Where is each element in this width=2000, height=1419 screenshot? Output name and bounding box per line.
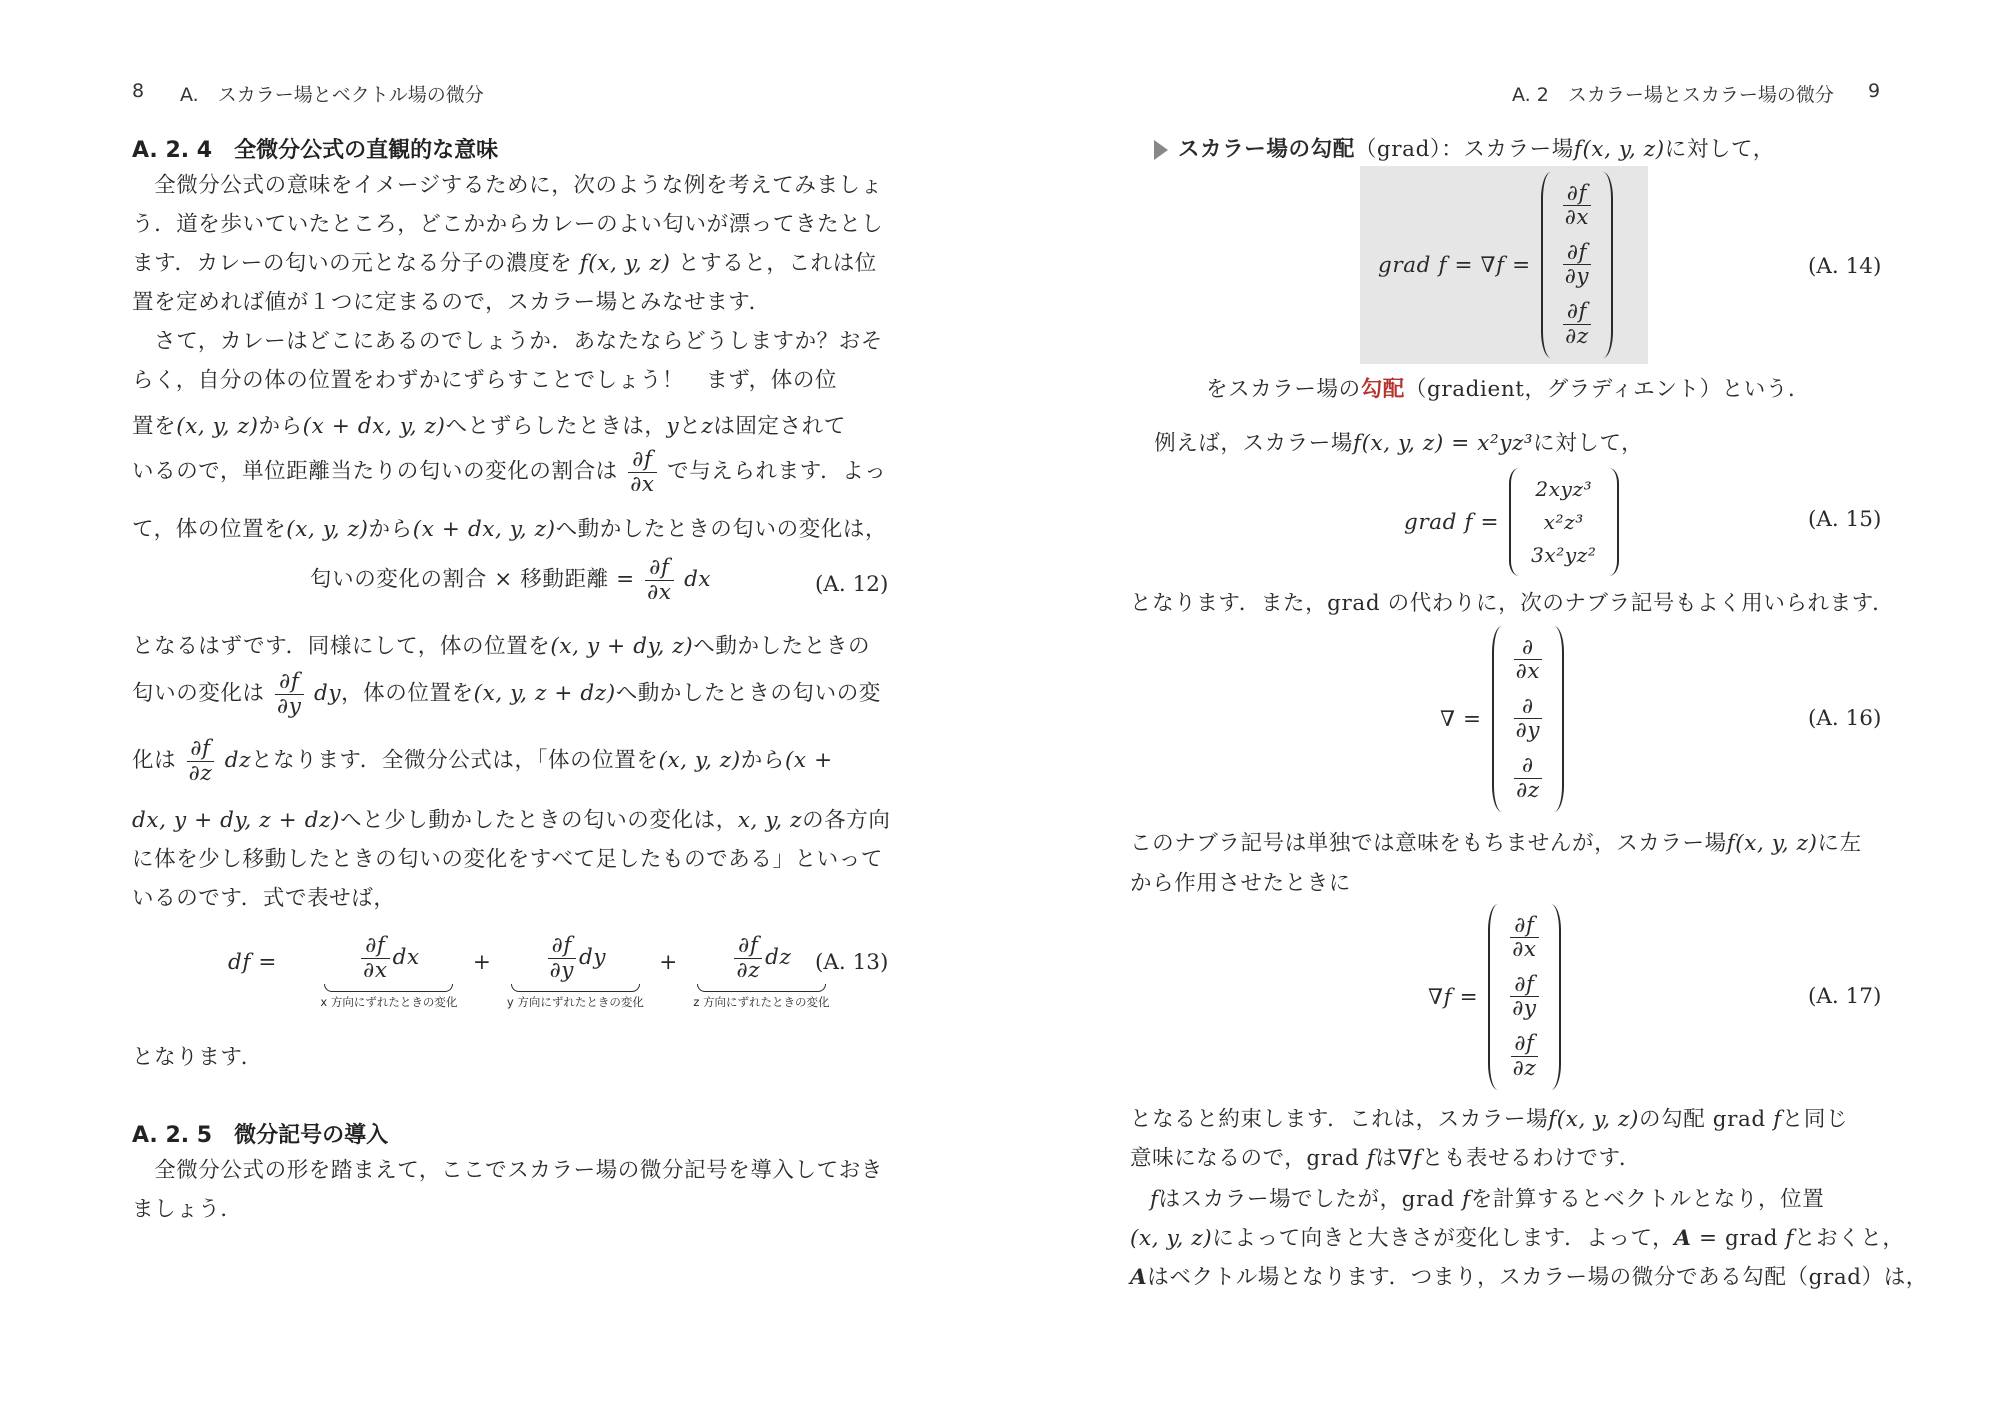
- underbrace-x-term: $\frac{\partial f}{\partial x}$ dx x 方向にずれたときの変化: [320, 933, 458, 1010]
- gradient-definition-line: スカラー場の勾配（grad）：スカラー場f(x, y, z)に対して，: [1154, 132, 1775, 163]
- fraction-df-dx: $\frac{\partial f}{\partial x}$: [630, 447, 655, 497]
- text-after-a13: となります．: [132, 1045, 263, 1070]
- nabla-paragraph-line-2: から作用させたときに: [1130, 871, 1352, 896]
- equation-number-a17: (A. 17): [1808, 984, 1882, 1009]
- nabla-intro-line: となります．また，grad の代わりに，次のナブラ記号もよく用いられます．: [1130, 591, 1895, 616]
- triangle-bullet-icon: [1154, 140, 1168, 160]
- running-header-left: A. スカラー場とベクトル場の微分: [180, 84, 484, 106]
- section-heading-a24: A. 2. 4 全微分公式の直観的な意味: [132, 138, 499, 163]
- final-line-2: (x, y, z)によって向きと大きさが変化します．よって，A = grad fとおくと，: [1130, 1226, 1905, 1251]
- gradient-example-vector: 2xyz³ x²z³ 3x²yz²: [1509, 468, 1618, 576]
- equation-a16: ∇ = $\frac{\partial}{\partial x}$ $\frac{\partial}{\partial y}$ $\frac{\partial}{\partial z}$: [1440, 626, 1564, 812]
- nabla-vector: $\frac{\partial}{\partial x}$ $\frac{\partial}{\partial y}$ $\frac{\partial}{\partial z}$: [1492, 626, 1564, 812]
- text-line-f: 化は $\frac{\partial f}{\partial z}$ dzとなります．全微分公式は，「体の位置を(x, y, z)から(x +: [132, 736, 833, 786]
- text-line-c: て，体の位置を(x, y, z)から(x + dx, y, z)へ動かしたときの匂いの変化は，: [132, 517, 888, 542]
- term-gradient: 勾配: [1360, 377, 1405, 402]
- underbrace-z-term: $\frac{\partial f}{\partial z}$ dz z 方向にずれたときの変化: [693, 933, 830, 1010]
- math-f-xyz: f(x, y, z): [579, 251, 671, 276]
- text-line-d: となるはずです．同様にして，体の位置を(x, y + dy, z)へ動かしたときの: [132, 634, 871, 659]
- equation-a13: df = $\frac{\partial f}{\partial x}$ dx x 方向にずれたときの変化 + $\frac{\partial f}{\partial y}$ dy y 方向にずれたときの変化 + $\frac{\partial f}{\partial z}$ dz z 方向にずれたときの変化: [228, 933, 830, 1010]
- equation-a14: grad f = ∇f = $\frac{\partial f}{\partial x}$ $\frac{\partial f}{\partial y}$ $\frac{\partial f}{\partial z}$: [1378, 172, 1613, 358]
- example-line: 例えば，スカラー場f(x, y, z) = x²yz³に対して，: [1132, 431, 1644, 456]
- gradient-definition-after: をスカラー場の勾配（gradient，グラディエント）という．: [1206, 377, 1811, 402]
- page-number-right: 9: [1868, 80, 1881, 102]
- equation-number-a15: (A. 15): [1808, 507, 1882, 532]
- text-line-e: 匂いの変化は $\frac{\partial f}{\partial y}$ dy，体の位置を(x, y, z + dz)へ動かしたときの匂いの変: [132, 669, 881, 719]
- text-line-i: いるのです．式で表せば，: [132, 886, 396, 911]
- text-line-h: に体を少し移動したときの匂いの変化をすべて足したものである」といって: [132, 847, 883, 872]
- running-header-right: A. 2 スカラー場とスカラー場の微分: [1512, 84, 1834, 106]
- final-line-1: fはスカラー場でしたが，grad fを計算するとベクトルとなり，位置: [1150, 1187, 1825, 1212]
- equation-a15: grad f = 2xyz³ x²z³ 3x²yz²: [1404, 468, 1619, 576]
- section-heading-a25: A. 2. 5 微分記号の導入: [132, 1123, 389, 1148]
- paragraph-a24-2: さて，カレーはどこにあるのでしょうか．あなたならどうしますか？おそらく，自分の体の位置をわずかにずらすことでしょう！ まず，体の位: [132, 329, 883, 393]
- page-number-left: 8: [132, 80, 145, 102]
- equation-number-a14: (A. 14): [1808, 254, 1882, 279]
- equation-number-a16: (A. 16): [1808, 706, 1882, 731]
- text-line-g: dx, y + dy, z + dz)へと少し動かしたときの匂いの変化は，x, y, zの各方向: [132, 808, 891, 833]
- equation-number-a13: (A. 13): [815, 950, 889, 975]
- text-line-b: いるので，単位距離当たりの匂いの変化の割合は $\frac{\partial f}{\partial x}$ で与えられます．よっ: [132, 447, 887, 497]
- paragraph-a24-1: 全微分公式の意味をイメージするために，次のような例を考えてみましょう．道を歩いていたところ，どこかからカレーのよい匂いが漂ってきたとします．カレーの匂いの元となる分子の濃度を f(x, y, z) とすると，これは位置を定めれば値が１つに定まるので，スカラー場とみなせます．: [132, 173, 884, 315]
- text-line-a: 置を(x, y, z)から(x + dx, y, z)へとずらしたときは，yとzは固定されて: [132, 414, 846, 439]
- promise-line-1: となると約束します．これは，スカラー場f(x, y, z)の勾配 grad fと同じ: [1130, 1107, 1849, 1132]
- nabla-f-vector: $\frac{\partial f}{\partial x}$ $\frac{\partial f}{\partial y}$ $\frac{\partial f}{\partial z}$: [1488, 904, 1560, 1090]
- paragraph-a25-1: 全微分公式の形を踏まえて，ここでスカラー場の微分記号を導入しておきましょう．: [132, 1158, 883, 1222]
- gradient-vector: $\frac{\partial f}{\partial x}$ $\frac{\partial f}{\partial y}$ $\frac{\partial f}{\partial z}$: [1541, 172, 1613, 358]
- underbrace-y-term: $\frac{\partial f}{\partial y}$ dy y 方向にずれたときの変化: [506, 933, 644, 1010]
- final-line-3: Aはベクトル場となります．つまり，スカラー場の微分である勾配（grad）は，: [1130, 1265, 1928, 1290]
- right-page: [1000, 0, 2000, 1419]
- promise-line-2: 意味になるので，grad fは∇fとも表せるわけです．: [1130, 1146, 1641, 1171]
- equation-a12: 匂いの変化の割合 × 移動距離 = $\frac{\partial f}{\partial x}$ dx: [310, 555, 712, 605]
- equation-a17: ∇f = $\frac{\partial f}{\partial x}$ $\frac{\partial f}{\partial y}$ $\frac{\partial f}{\partial z}$: [1428, 904, 1561, 1090]
- equation-number-a12: (A. 12): [815, 572, 889, 597]
- nabla-paragraph-line-1: このナブラ記号は単独では意味をもちませんが，スカラー場f(x, y, z)に左: [1130, 831, 1862, 856]
